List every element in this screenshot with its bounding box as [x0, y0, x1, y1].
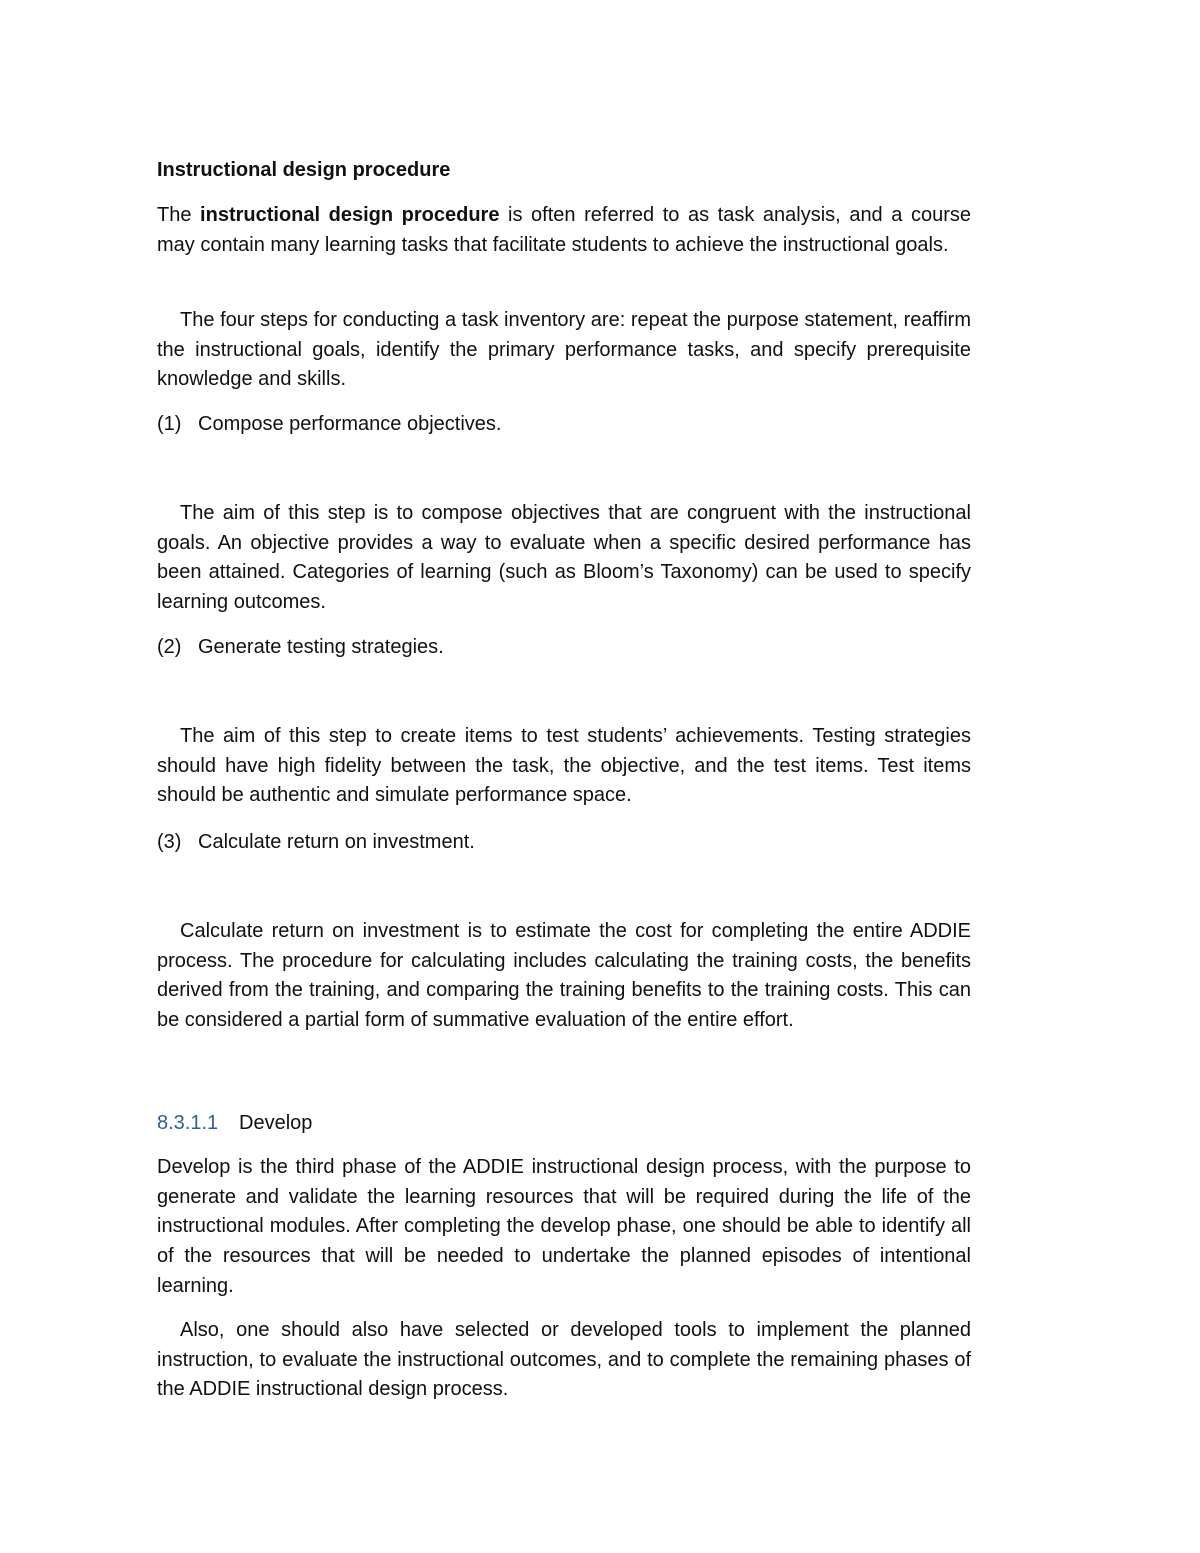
step-3-label: Calculate return on investment.	[198, 831, 475, 853]
step-1-number: (1)	[157, 413, 182, 435]
section-heading: Instructional design procedure	[157, 159, 451, 181]
step-2-title	[157, 633, 444, 663]
intro-rest: is often referred to as task analysis, and a course may contain many learning tasks that facilitate students to achieve the instructional goals.	[157, 204, 971, 256]
step-2-number: (2)	[157, 636, 182, 658]
step-1-title	[157, 410, 501, 440]
step-2-body: The aim of this step to create items to test students’ achievements. Testing strategies should have high fidelity between the task, the objective, and the test items. Test items should be authentic and simulate performance space.	[157, 725, 971, 807]
intro-bold-term: instructional design procedure	[200, 204, 500, 226]
subsection-number: 8.3.1.1	[157, 1112, 219, 1134]
subsection-title: Develop	[239, 1112, 313, 1134]
step-3-number: (3)	[157, 831, 182, 853]
subsection-heading	[157, 1109, 312, 1139]
step-2-label: Generate testing strategies.	[198, 636, 444, 658]
step-3-body: Calculate return on investment is to estimate the cost for completing the entire ADDIE process. The procedure for calculating includes calculating the training costs, the benefits derived from the training, and comparing the training benefits to the training costs. This can be considered a partial form of summative evaluation of the entire effort.	[157, 920, 971, 1032]
four-steps-paragraph: The four steps for conducting a task inventory are: repeat the purpose statement, reaffirm the instructional goals, identify the primary performance tasks, and specify prerequisite knowledge and skills.	[157, 309, 971, 391]
step-1-label: Compose performance objectives.	[198, 413, 502, 435]
step-3-title	[157, 828, 475, 858]
develop-paragraph-1: Develop is the third phase of the ADDIE instructional design process, with the purpose to generate and validate the learning resources that will be required during the life of the instructional modules. After completing the develop phase, one should be able to identify all of the resources that will be needed to undertake the planned episodes of intentional learning.	[157, 1156, 971, 1297]
step-1-body: The aim of this step is to compose objectives that are congruent with the instructional goals. An objective provides a way to evaluate when a specific desired performance has been attained. Categories of learning (such as Bloom’s Taxonomy) can be used to specify learning outcomes.	[157, 502, 971, 614]
intro-lead: The	[157, 204, 201, 226]
develop-paragraph-2: Also, one should also have selected or developed tools to implement the planned instruction, to evaluate the instructional outcomes, and to complete the remaining phases of the ADDIE instructional design process.	[157, 1319, 971, 1401]
intro-paragraph	[157, 201, 971, 260]
